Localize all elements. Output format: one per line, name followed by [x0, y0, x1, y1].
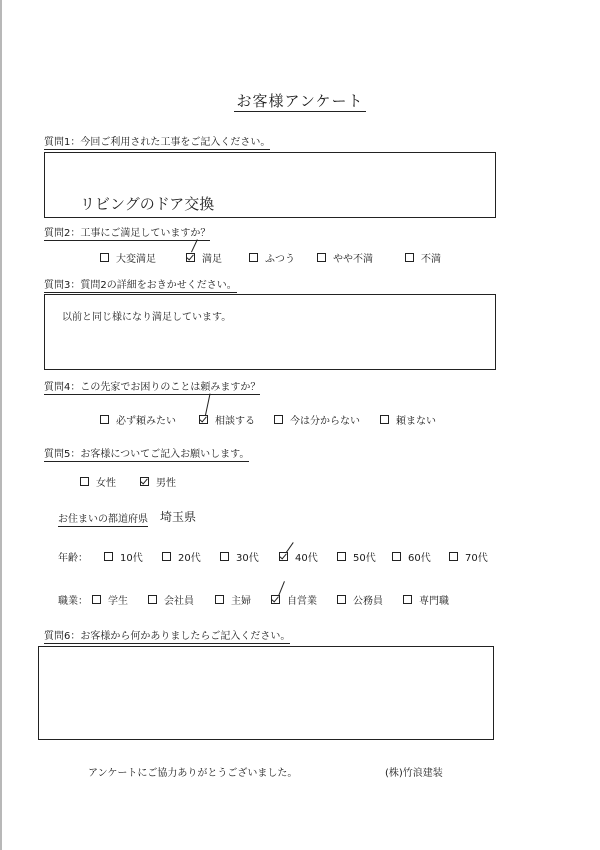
job-label: 職業： [58, 596, 88, 607]
checkbox[interactable] [100, 253, 109, 262]
checkbox[interactable] [100, 415, 109, 424]
checkbox[interactable] [274, 415, 283, 424]
checkbox-checked[interactable] [199, 415, 208, 424]
checkbox[interactable] [92, 595, 101, 604]
prefecture-value: 埼玉県 [160, 510, 197, 524]
q4-option-undecided[interactable]: 今は分からない [274, 412, 360, 427]
checkbox[interactable] [392, 552, 401, 561]
question-1-label: 質問1：今回ご利用された工事をご記入ください。 [44, 137, 271, 148]
footer-thanks: アンケートにご協力ありがとうございました。 [88, 768, 298, 779]
question-6-label: 質問6：お客様から何かありましたらご記入ください。 [44, 631, 291, 642]
job-option-homemaker[interactable]: 主婦 [215, 592, 251, 607]
age-option-40s[interactable]: 40代 [279, 549, 318, 564]
question-2-label: 質問2：工事にご満足していますか？ [44, 228, 211, 239]
q2-option-dissatisfied[interactable]: 不満 [405, 250, 441, 265]
age-option-30s[interactable]: 30代 [220, 549, 259, 564]
checkbox[interactable] [104, 552, 113, 561]
checkbox[interactable] [162, 552, 171, 561]
question-1-answer: リビングのドア交換 [80, 195, 215, 213]
checkbox[interactable] [403, 595, 412, 604]
q2-option-somewhat-dissatisfied[interactable]: やや不満 [317, 250, 373, 265]
age-label: 年齢： [58, 553, 88, 564]
footer-company: (株)竹浪建装 [385, 768, 443, 779]
q2-option-very-satisfied[interactable]: 大変満足 [100, 250, 156, 265]
age-option-10s[interactable]: 10代 [104, 549, 143, 564]
checkbox[interactable] [249, 253, 258, 262]
q4-option-will-not[interactable]: 頼まない [380, 412, 436, 427]
checkbox[interactable] [449, 552, 458, 561]
job-option-student[interactable]: 学生 [92, 592, 128, 607]
page-title: お客様アンケート [236, 92, 364, 110]
job-option-civil-servant[interactable]: 公務員 [337, 592, 383, 607]
question-5-label: 質問5：お客様についてご記入お願いします。 [44, 449, 250, 460]
question-6-answer-box[interactable] [38, 646, 494, 740]
checkbox[interactable] [337, 595, 346, 604]
q4-option-consult[interactable]: 相談する [199, 412, 255, 427]
job-option-office-worker[interactable]: 会社員 [148, 592, 194, 607]
checkbox[interactable] [148, 595, 157, 604]
q5-gender-female[interactable]: 女性 [80, 474, 116, 489]
job-option-self-employed[interactable]: 自営業 [271, 592, 317, 607]
question-3-label: 質問3：質問2の詳細をおきかせください。 [44, 280, 237, 291]
checkbox[interactable] [405, 253, 414, 262]
question-3-answer-box[interactable] [44, 294, 496, 370]
question-3-answer: 以前と同じ様になり満足しています。 [62, 312, 232, 323]
checkbox-checked[interactable] [279, 552, 288, 561]
question-4-label: 質問4：この先家でお困りのことは頼みますか？ [44, 382, 261, 393]
checkbox[interactable] [337, 552, 346, 561]
age-option-70s[interactable]: 70代 [449, 549, 488, 564]
job-option-professional[interactable]: 専門職 [403, 592, 449, 607]
checkbox[interactable] [317, 253, 326, 262]
q5-gender-male[interactable]: 男性 [140, 474, 176, 489]
q2-option-neutral[interactable]: ふつう [249, 250, 295, 265]
age-option-50s[interactable]: 50代 [337, 549, 376, 564]
age-option-60s[interactable]: 60代 [392, 549, 431, 564]
checkbox[interactable] [380, 415, 389, 424]
checkbox[interactable] [80, 477, 89, 486]
checkbox-checked[interactable] [186, 253, 195, 262]
checkbox[interactable] [215, 595, 224, 604]
scan-edge-left [0, 0, 2, 850]
checkbox[interactable] [220, 552, 229, 561]
q4-option-definitely[interactable]: 必ず頼みたい [100, 412, 176, 427]
checkbox-checked[interactable] [140, 477, 149, 486]
prefecture-label: お住まいの都道府県 [58, 514, 148, 525]
age-option-20s[interactable]: 20代 [162, 549, 201, 564]
q2-option-satisfied[interactable]: 満足 [186, 250, 222, 265]
